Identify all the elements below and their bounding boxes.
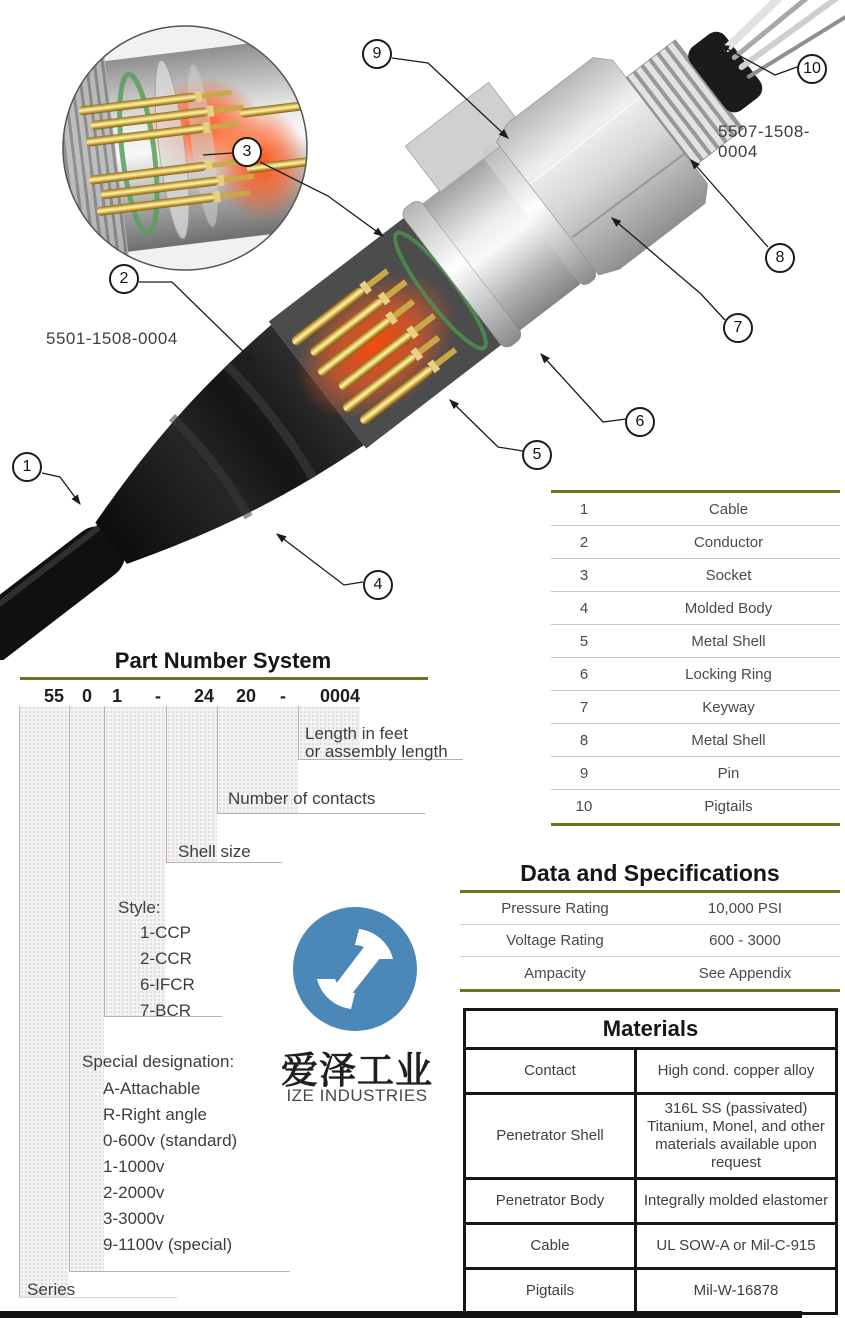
- part-number-left: 5501-1508-0004: [46, 329, 178, 348]
- table-row: [551, 493, 840, 526]
- pns-column: [104, 706, 166, 1016]
- pns-segment-dash2: -: [280, 686, 286, 706]
- spec-value: 10,000 PSI: [707, 900, 783, 917]
- material-value: UL SOW-A or Mil-C-915: [637, 1225, 835, 1267]
- callout-9-num: 9: [372, 45, 382, 62]
- page-bottom-bar: [0, 1311, 802, 1318]
- spec-label: Pressure Rating: [501, 900, 609, 917]
- pns-bracket-shell: [166, 862, 282, 863]
- material-label: Penetrator Body: [466, 1180, 634, 1222]
- callout-10-num: 10: [803, 60, 821, 77]
- callout-9: [362, 39, 392, 69]
- pns-segment-series: 55: [44, 686, 65, 706]
- special-item: 1-1000v: [103, 1157, 165, 1176]
- material-value: High cond. copper alloy: [637, 1050, 835, 1092]
- callout-8: [765, 243, 795, 273]
- materials-row: [466, 1050, 835, 1092]
- spec-value: 600 - 3000: [709, 932, 781, 949]
- label-contacts: Number of contacts: [228, 789, 376, 808]
- label-series: Series: [27, 1280, 76, 1299]
- pns-column: [166, 706, 217, 862]
- specs-title: Data and Specifications: [520, 860, 780, 886]
- special-item: 3-3000v: [103, 1209, 165, 1228]
- label-length-line2: or assembly length: [305, 742, 448, 761]
- callout-7: [723, 313, 753, 343]
- pns-column: [69, 706, 104, 1271]
- pns-bracket-special: [69, 1271, 290, 1272]
- part-index: 7: [579, 698, 589, 716]
- special-item: R-Right angle: [103, 1105, 207, 1124]
- watermark-chinese: 爱泽工业: [281, 1050, 433, 1091]
- spec-label: Ampacity: [524, 964, 586, 982]
- material-label: Contact: [466, 1050, 634, 1092]
- spec-row: [460, 957, 840, 989]
- style-item: 7-BCR: [140, 1001, 192, 1020]
- callout-2: [109, 264, 139, 294]
- title-underline: [20, 677, 428, 680]
- callout-5-num: 5: [532, 446, 542, 463]
- material-label: Pigtails: [466, 1270, 634, 1312]
- callout-4-num: 4: [373, 576, 383, 593]
- table-row: [551, 724, 840, 757]
- material-value: Mil-W-16878: [637, 1270, 835, 1312]
- part-index: 5: [579, 632, 589, 650]
- callout-3: [232, 137, 262, 167]
- part-name: Socket: [705, 566, 752, 584]
- callout-5: [522, 440, 552, 470]
- table-row: [551, 625, 840, 658]
- part-name: Molded Body: [684, 599, 773, 617]
- materials-row: [466, 1095, 835, 1177]
- label-length-line1: Length in feet: [305, 724, 409, 743]
- style-item: 6-IFCR: [140, 975, 195, 994]
- materials-row: [466, 1270, 835, 1312]
- materials-table: [463, 1008, 838, 1315]
- table-row: [551, 757, 840, 790]
- table-row: [551, 559, 840, 592]
- material-value: Integrally molded elastomer: [637, 1180, 835, 1222]
- table-row: [551, 526, 840, 559]
- pns-segment-shell: 24: [194, 686, 215, 706]
- part-index: 6: [579, 665, 589, 683]
- materials-row: [466, 1180, 835, 1222]
- materials-title: Materials: [466, 1011, 835, 1047]
- part-name: Conductor: [693, 533, 764, 551]
- callout-10: [797, 54, 827, 84]
- callout-1-num: 1: [22, 458, 32, 475]
- logo-icon: [293, 907, 417, 1031]
- materials-row: [466, 1225, 835, 1267]
- callout-7-num: 7: [733, 319, 743, 336]
- callout-6-num: 6: [635, 413, 645, 430]
- part-name: Metal Shell: [691, 632, 766, 650]
- pns-segment-dash1: -: [155, 686, 161, 706]
- material-label: Cable: [466, 1225, 634, 1267]
- part-index: 2: [579, 533, 589, 551]
- style-item: 2-CCR: [140, 949, 192, 968]
- callout-6: [625, 407, 655, 437]
- part-name: Cable: [708, 500, 749, 518]
- ize-logo-mark: [293, 907, 417, 1031]
- magnifier-inset: [26, 23, 343, 275]
- material-label: Penetrator Shell: [466, 1095, 634, 1177]
- special-item: 2-2000v: [103, 1183, 165, 1202]
- special-item: 9-1100v (special): [103, 1235, 233, 1254]
- label-special-heading: Special designation:: [82, 1052, 235, 1071]
- table-row: [551, 592, 840, 625]
- pns-segment-contacts: 20: [236, 686, 257, 706]
- callout-3-num: 3: [242, 143, 252, 160]
- part-name: Locking Ring: [685, 665, 772, 683]
- part-number-system-title: Part Number System: [114, 648, 332, 673]
- pns-segment-length: 0004: [320, 686, 361, 706]
- table-row: [551, 790, 840, 823]
- label-shell-size: Shell size: [178, 842, 251, 861]
- pns-segment-special: 0: [82, 686, 93, 706]
- part-number-right: 5507-1508-0004: [718, 122, 810, 161]
- part-name: Pigtails: [704, 798, 753, 815]
- special-item: A-Attachable: [103, 1079, 201, 1098]
- spec-value: See Appendix: [698, 964, 792, 982]
- spec-row: [460, 925, 840, 957]
- pns-segment-style: 1: [112, 686, 123, 706]
- part-name: Keyway: [702, 698, 755, 716]
- part-index: 4: [579, 599, 589, 617]
- style-item: 1-CCP: [140, 923, 192, 942]
- table-row: [551, 691, 840, 724]
- label-style-heading: Style:: [118, 898, 161, 917]
- part-index: 3: [579, 566, 589, 584]
- callout-2-num: 2: [119, 270, 129, 287]
- part-index: 8: [579, 731, 589, 749]
- spec-label: Voltage Rating: [506, 932, 604, 949]
- table-row: [551, 658, 840, 691]
- callout-1: [12, 452, 42, 482]
- callout-8-num: 8: [775, 249, 785, 266]
- special-item: 0-600v (standard): [103, 1131, 238, 1150]
- callout-4: [363, 570, 393, 600]
- part-index: 10: [575, 798, 593, 815]
- specs-table: [460, 890, 840, 992]
- part-index: 9: [579, 764, 589, 782]
- parts-table: [551, 490, 840, 826]
- part-name: Pin: [717, 764, 740, 782]
- material-value: 316L SS (passivated) Titanium, Monel, and other materials available upon request: [637, 1095, 835, 1177]
- watermark-english: IZE INDUSTRIES: [286, 1086, 428, 1105]
- part-index: 1: [579, 500, 589, 518]
- pns-column: [19, 706, 69, 1297]
- part-name: Metal Shell: [691, 731, 766, 749]
- spec-row: [460, 893, 840, 925]
- pns-bracket-contacts: [217, 813, 425, 814]
